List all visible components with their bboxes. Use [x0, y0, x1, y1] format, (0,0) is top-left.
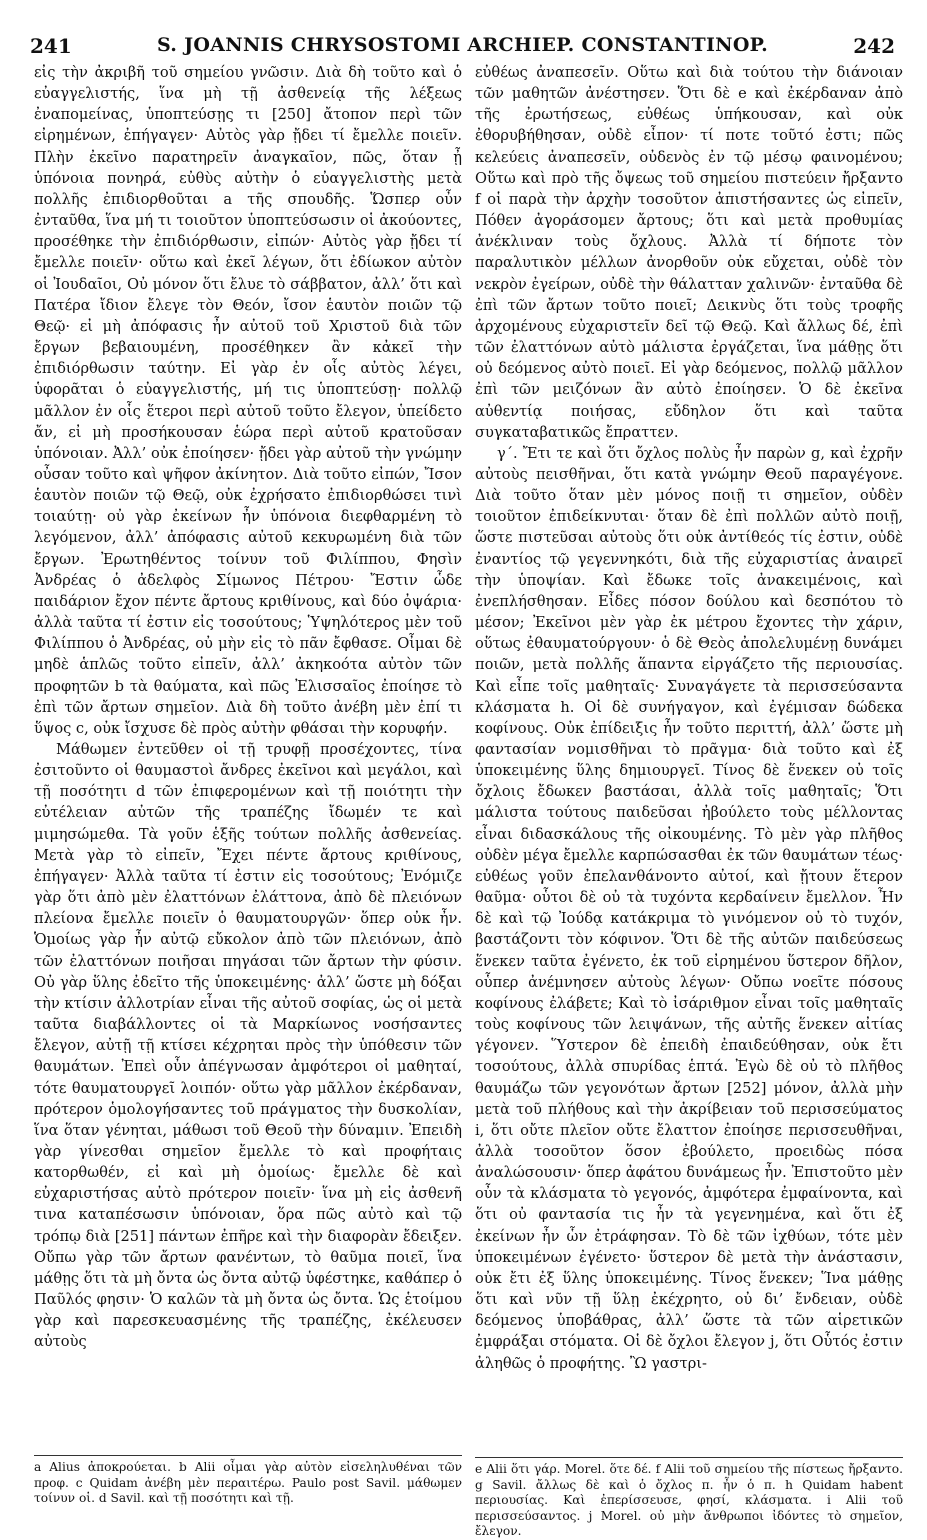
right-column	[475, 62, 903, 1374]
running-header	[30, 34, 895, 58]
left-paragraph-1: εἰς τὴν ἀκριβῆ τοῦ σημείου γνῶσιν. Διὰ δὴ τοῦτο καὶ ὁ εὐαγγελιστής, ἵνα μὴ τῇ ἀσθενείᾳ τῆς λέξεως ἐναπομείνας, ὑποπτεύσῃς τι [250] ἄτοπον περὶ τῶν εἰρημένων, ἐπήγαγεν· Αὐτὸς γὰρ ᾔδει τί ἔμελλε ποιεῖν. Πλὴν ἐκεῖνο παρατηρεῖν ἀναγκαῖον, πῶς, ὅταν ᾖ ὑπόνοια πονηρά, εὐθὺς αὐτὴν ὁ εὐαγγελιστὴς μετὰ πολλῆς ἐπιδιορθοῦται a τῆς σπουδῆς. Ὥσπερ οὖν ἐνταῦθα, ἵνα μή τι τοιοῦτον ὑποπτεύσωσιν οἱ ἀκούοντες, προσέθηκε τὴν ἐπιδιόρθωσιν, εἰπών· Αὐτὸς γὰρ ᾔδει τί ἔμελλε ποιεῖν· οὕτω καὶ ἐκεῖ λέγων, ὅτι ἐδίωκον αὐτὸν οἱ Ἰουδαῖοι, Οὐ μόνον ὅτι ἔλυε τὸ σάββατον, ἀλλ’ ὅτι καὶ Πατέρα ἴδιον ἔλεγε τὸν Θεόν, ἴσον ἑαυτὸν ποιῶν τῷ Θεῷ· εἰ μὴ ἀπόφασις ἦν αὐτοῦ τοῦ Χριστοῦ διὰ τῶν ἔργων βεβαιουμένη, προσέθηκεν ἂν κἀκεῖ τὴν ἐπιδιόρθωσιν ταύτην. Εἰ γὰρ ἐν οἷς αὐτὸς λέγει, ὑφορᾶται ὁ εὐαγγελιστής, μή τις ὑποπτεύσῃ· πολλῷ μᾶλλον ἐν οἷς ἕτεροι περὶ αὐτοῦ τοῦτο ἔλεγον, ὑπείδετο ἄν, εἰ μὴ προσήκουσαν ἑώρα περὶ αὐτοῦ κρατοῦσαν ὑπόνοιαν. Ἀλλ’ οὐκ ἐποίησεν· ᾔδει γὰρ αὐτοῦ τὴν γνώμην οὖσαν τοῦτο καὶ ψῆφον ἀκίνητον. Διὰ τοῦτο εἰπών, Ἴσον ἑαυτὸν ποιῶν τῷ Θεῷ, οὐκ ἐχρήσατο ἐπιδιορθώσει τινὶ τοιαύτῃ· οὐ γὰρ ἐκείνων ἦν ὑπόνοια διεφθαρμένη τὸ λεγόμενον, ἀλλ’ ἀπόφασις αὐτοῦ κεκυρωμένη διὰ τῶν ἔργων. Ἐρωτηθέντος τοίνυν τοῦ Φιλίππου, Φησὶν Ἀνδρέας ὁ ἀδελφὸς Σίμωνος Πέτρου· Ἔστιν ὧδε παιδάριον ἔχον πέντε ἄρτους κριθίνους, καὶ δύο ὀψάρια· ἀλλὰ ταῦτα τί ἐστιν εἰς τοσούτους; Ὑψηλότερος μὲν τοῦ Φιλίππου ὁ Ἀνδρέας, οὐ μὴν εἰς τὸ πᾶν ἔφθασε. Οἶμαι δὲ μηδὲ ἁπλῶς τοῦτο εἰπεῖν, ἀλλ’ ἀκηκοότα αὐτὸν τῶν προφητῶν b τὰ θαύματα, καὶ πῶς Ἐλισσαῖος ἐποίησε τὸ ἐπὶ τῶν ἄρτων σημεῖον. Διὰ δὴ τοῦτο ἀνέβη μὲν ἐπί τι ὕψος c, οὐκ ἴσχυσε δὲ πρὸς αὐτὴν φθάσαι τὴν κορυφήν.	[34, 64, 462, 737]
left-column	[34, 62, 462, 1353]
footnote-rule-left	[34, 1455, 462, 1456]
page-number-right: 242	[853, 34, 895, 58]
left-paragraph-2: Μάθωμεν ἐντεῦθεν οἱ τῇ τρυφῇ προσέχοντες, τίνα ἐσιτοῦντο οἱ θαυμαστοὶ ἄνδρες ἐκεῖνοι καὶ μεγάλοι, καὶ τῇ ποσότητι d τῶν ἐπιφερομένων καὶ τῇ ποιότητι τὴν εὐτέλειαν αὐτῶν τῆς τραπέζης ἴδωμέν τε καὶ μιμησώμεθα. Τὰ γοῦν ἑξῆς τούτων πολλῆς ἀσθενείας. Μετὰ γὰρ τὸ εἰπεῖν, Ἔχει πέντε ἄρτους κριθίνους, ἐπήγαγεν· Ἀλλὰ ταῦτα τί ἐστιν εἰς τοσούτους; Ἐνόμιζε γὰρ ὅτι ἀπὸ μὲν ἐλαττόνων ἐλάττονα, ἀπὸ δὲ πλειόνων πλείονα ἔμελλε ποιεῖν ὁ θαυματουργῶν· ὅπερ οὐκ ἦν. Ὁμοίως γὰρ ἦν αὐτῷ εὔκολον ἀπὸ τῶν πλειόνων, ἀπὸ τῶν ἐλαττόνων ποιῆσαι πηγάσαι τῶν ἄρτων τὴν φύσιν. Οὐ γὰρ ὕλης ἐδεῖτο τῆς ὑποκειμένης· ἀλλ’ ὥστε μὴ δόξαι τὴν κτίσιν ἀλλοτρίαν εἶναι τῆς αὐτοῦ σοφίας, ὡς οἱ μετὰ ταῦτα διαβάλλοντες οἱ τὰ Μαρκίωνος νοσήσαντες ἔλεγον, αὐτῇ τῇ κτίσει κέχρηται πρὸς τὴν ὑπόθεσιν τῶν θαυμάτων. Ἐπεὶ οὖν ἀπέγνωσαν ἀμφότεροι οἱ μαθηταί, τότε θαυματουργεῖ λοιπόν· οὕτω γὰρ μᾶλλον ἐκέρδαναν, πρότερον ὁμολογήσαντες τοῦ πράγματος τὴν δυσκολίαν, ἵνα ὅταν γένηται, μάθωσι τοῦ Θεοῦ τὴν δύναμιν. Ἐπειδὴ γὰρ γίνεσθαι σημεῖον ἔμελλε τὸ καὶ προφήταις κατορθωθέν, εἰ καὶ μὴ ὁμοίως· ἔμελλε δὲ καὶ εὐχαριστήσας αὐτὸ πρότερον ποιεῖν· ἵνα μὴ εἰς ἀσθενῆ τινα καταπέσωσιν ὑπόνοιαν, ὅρα πῶς αὐτὸ καὶ τῷ τρόπῳ διὰ [251] πάντων ἐπῆρε καὶ τὴν διαφορὰν ἔδειξεν. Οὔπω γὰρ τῶν ἄρτων φανέντων, τὸ θαῦμα ποιεῖ, ἵνα μάθῃς ὅτι τὰ μὴ ὄντα ὡς ὄντα αὐτῷ ὑφέστηκε, καθάπερ ὁ Παῦλός φησιν· Ὁ καλῶν τὰ μὴ ὄντα ὡς ὄντα. Ὡς ἑτοίμου γὰρ καὶ παρεσκευασμένης τῆς τραπέζης, ἐκέλευσεν αὐτοὺς	[34, 741, 462, 1351]
right-paragraph-1: εὐθέως ἀναπεσεῖν. Οὕτω καὶ διὰ τούτου τὴν διάνοιαν τῶν μαθητῶν ἀνέστησεν. Ὅτι δὲ e καὶ ἐκέρδαναν ἀπὸ τῆς ἐρωτήσεως, εὐθέως ὑπήκουσαν, καὶ οὐκ ἐθορυβήθησαν, οὐδὲ εἶπον· τί ποτε τοῦτό ἐστι; πῶς κελεύεις ἀναπεσεῖν, οὐδενὸς ἐν τῷ μέσῳ φαινομένου; Οὕτω καὶ πρὸ τῆς ὄψεως τοῦ σημείου πιστεύειν ἤρξαντο f οἱ παρὰ τὴν ἀρχὴν τοσοῦτον ἀπιστήσαντες ὡς εἰπεῖν, Πόθεν ἀγοράσομεν ἄρτους; ὅτι καὶ μετὰ προθυμίας ἀνέκλιναν τοὺς ὄχλους. Ἀλλὰ τί δήποτε τὸν παραλυτικὸν μέλλων ἀνορθοῦν οὐκ εὔχεται, οὐδὲ τὸν νεκρὸν ἐγείρων, οὐδὲ τὴν θάλατταν χαλινῶν· ἐνταῦθα δὲ ἐπὶ τῶν ἄρτων τοῦτο ποιεῖ; Δεικνὺς ὅτι τοὺς τροφῆς ἀρχομένους εὐχαριστεῖν δεῖ τῷ Θεῷ. Καὶ ἄλλως δέ, ἐπὶ τῶν ἐλαττόνων αὐτὸ μάλιστα ἐργάζεται, ἵνα μάθῃς ὅτι οὐ δεόμενος αὐτὸ ποιεῖ. Εἰ γὰρ δεόμενος, πολλῷ μᾶλλον ἐπὶ τῶν μειζόνων ἂν αὐτὸ ἐποίησεν. Ὁ δὲ ἐκεῖνα αὐθεντίᾳ ποιήσας, εὔδηλον ὅτι καὶ ταῦτα συγκαταβατικῶς ἔπραττεν.	[475, 64, 903, 441]
right-paragraph-2: γ΄. Ἔτι τε καὶ ὅτι ὄχλος πολὺς ἦν παρὼν g, καὶ ἐχρῆν αὐτοὺς πεισθῆναι, ὅτι κατὰ γνώμην Θεοῦ παραγέγονε. Διὰ τοῦτο ὅταν μὲν μόνος ποιῇ τι σημεῖον, οὐδὲν τοιοῦτον ἐπιδείκνυται· ὅταν δὲ ἐπὶ πολλῶν αὐτὸ ποιῇ, ὥστε πιστεῦσαι αὐτοὺς ὅτι οὐκ ἀντίθεός τίς ἐστιν, οὐδὲ ἐναντίος τῷ γεγεννηκότι, διὰ τῆς εὐχαριστίας ἀναιρεῖ τὴν ὑποψίαν. Καὶ ἔδωκε τοῖς ἀνακειμένοις, καὶ ἐνεπλήσθησαν. Εἶδες πόσον δούλου καὶ δεσπότου τὸ μέσον; Ἐκεῖνοι μὲν γὰρ ἐκ μέτρου ἔχοντες τὴν χάριν, οὕτως ἐθαυματούργουν· ὁ δὲ Θεὸς ἀπολελυμένῃ δυνάμει ποιῶν, μετὰ πολλῆς ἅπαντα εἰργάζετο τῆς περιουσίας. Καὶ εἶπε τοῖς μαθηταῖς· Συναγάγετε τὰ περισσεύσαντα κλάσματα h. Οἱ δὲ συνήγαγον, καὶ ἐγέμισαν δώδεκα κοφίνους. Οὐκ ἐπίδειξις ἦν τοῦτο περιττή, ἀλλ’ ὥστε μὴ φαντασίαν νομισθῆναι τὸ πρᾶγμα· διὰ τοῦτο καὶ ἐξ ὑποκειμένης ὕλης δημιουργεῖ. Τίνος δὲ ἕνεκεν οὐ τοῖς ὄχλοις ἔδωκεν βαστάσαι, ἀλλὰ τοῖς μαθηταῖς; Ὅτι μάλιστα τούτους παιδεῦσαι ἠβούλετο τοὺς μέλλοντας εἶναι διδασκάλους τῆς οἰκουμένης. Τὸ μὲν γὰρ πλῆθος οὐδὲν μέγα ἔμελλε καρπώσασθαι ἐκ τῶν θαυμάτων τέως· εὐθέως γοῦν ἐπελανθάνοντο αὐτοί, καὶ ᾔτουν ἕτερον θαῦμα· οὗτοι δὲ οὐ τὰ τυχόντα κερδαίνειν ἔμελλον. Ἦν δὲ καὶ τῷ Ἰούδᾳ κατάκριμα τὸ γινόμενον οὐ τὸ τυχόν, βαστάζοντι τὸν κόφινον. Ὅτι δὲ τῆς αὐτῶν παιδεύσεως ἕνεκεν ταῦτα ἐγένετο, ἐκ τοῦ εἰρημένου ὕστερον δῆλον, οὗπερ ἀνέμνησεν αὐτοὺς λέγων· Οὔπω νοεῖτε πόσους κοφίνους ἐλάβετε; Καὶ τὸ ἰσάριθμον εἶναι τοῖς μαθηταῖς τοὺς κοφίνους τῶν λειψάνων, τῆς αὐτῆς ἕνεκεν αἰτίας γέγονεν. Ὕστερον δὲ ἐπειδὴ ἐπαιδεύθησαν, οὐκ ἔτι τοσούτους, ἀλλὰ σπυρίδας ἑπτά. Ἐγὼ δὲ οὐ τὸ πλῆθος θαυμάζω τῶν γεγονότων ἄρτων [252] μόνον, ἀλλὰ μὴν μετὰ τοῦ πλήθους καὶ τὴν ἀκρίβειαν τοῦ περισσεύματος i, ὅτι οὔτε πλεῖον οὔτε ἔλαττον ἐποίησε περισσευθῆναι, ἀλλὰ τοσοῦτον ὅσον ἐβούλετο, προειδὼς πόσα ἀναλώσουσιν· ὅπερ ἀφάτου δυνάμεως ἦν. Ἐπιστοῦτο μὲν οὖν τὰ κλάσματα τὸ γεγονός, ἀμφότερα ἐμφαίνοντα, καὶ ὅτι οὐ φαντασία τις ἦν τὰ γεγενημένα, καὶ ὅτι ἐξ ἐκείνων ἦν ὧν ἐτράφησαν. Τὸ δὲ τῶν ἰχθύων, τότε μὲν ὑποκειμένων ἐγένετο· ὕστερον δὲ μετὰ τὴν ἀνάστασιν, οὐκ ἔτι ἐξ ὕλης ὑποκειμένης. Τίνος ἕνεκεν; Ἵνα μάθῃς ὅτι καὶ νῦν τῇ ὕλῃ ἐκέχρητο, οὐ δι’ ἔνδειαν, οὐδὲ δεόμενος ὑποβάθρας, ἀλλ’ ὥστε τὰ τῶν αἱρετικῶν ἐμφράξαι στόματα. Οἱ δὲ ὄχλοι ἔλεγον j, ὅτι Οὗτός ἐστιν ἀληθῶς ὁ προφήτης. Ὢ γαστρι-	[475, 444, 903, 1372]
page-number-left: 241	[30, 34, 72, 58]
running-title: S. JOANNIS CHRYSOSTOMI ARCHIEP. CONSTANTINOP.	[156, 34, 769, 56]
footnote-rule-right	[475, 1457, 903, 1458]
footnotes-right: e Alii ὅτι γάρ. Morel. ὅτε δέ. f Alii τοῦ σημείου τῆς πίστεως ἤρξαντο. g Savil. ἄλλως δὲ καὶ ὁ ὄχλος π. ἦν ὁ π. h Quidam habent περιουσίας. Καὶ ἐπερίσσευσε, φησί, κλάσματα. i Alii τοῦ περισσεύσαντος. j Morel. οὐ μὴν ἄνθρωποι ἰδόντες τὸ σημεῖον, ἔλεγον.	[475, 1462, 903, 1538]
footnotes-left: a Alius ἀποκρούεται. b Alii οἶμαι γὰρ αὐτὸν εἰσεληλυθέναι τῶν προφ. c Quidam ἀνέβη μὲν περαιτέρω. Paulo post Savil. μάθωμεν τοίνυν οἱ. d Savil. καὶ τῇ ποσότητι καὶ τῇ.	[34, 1460, 462, 1505]
